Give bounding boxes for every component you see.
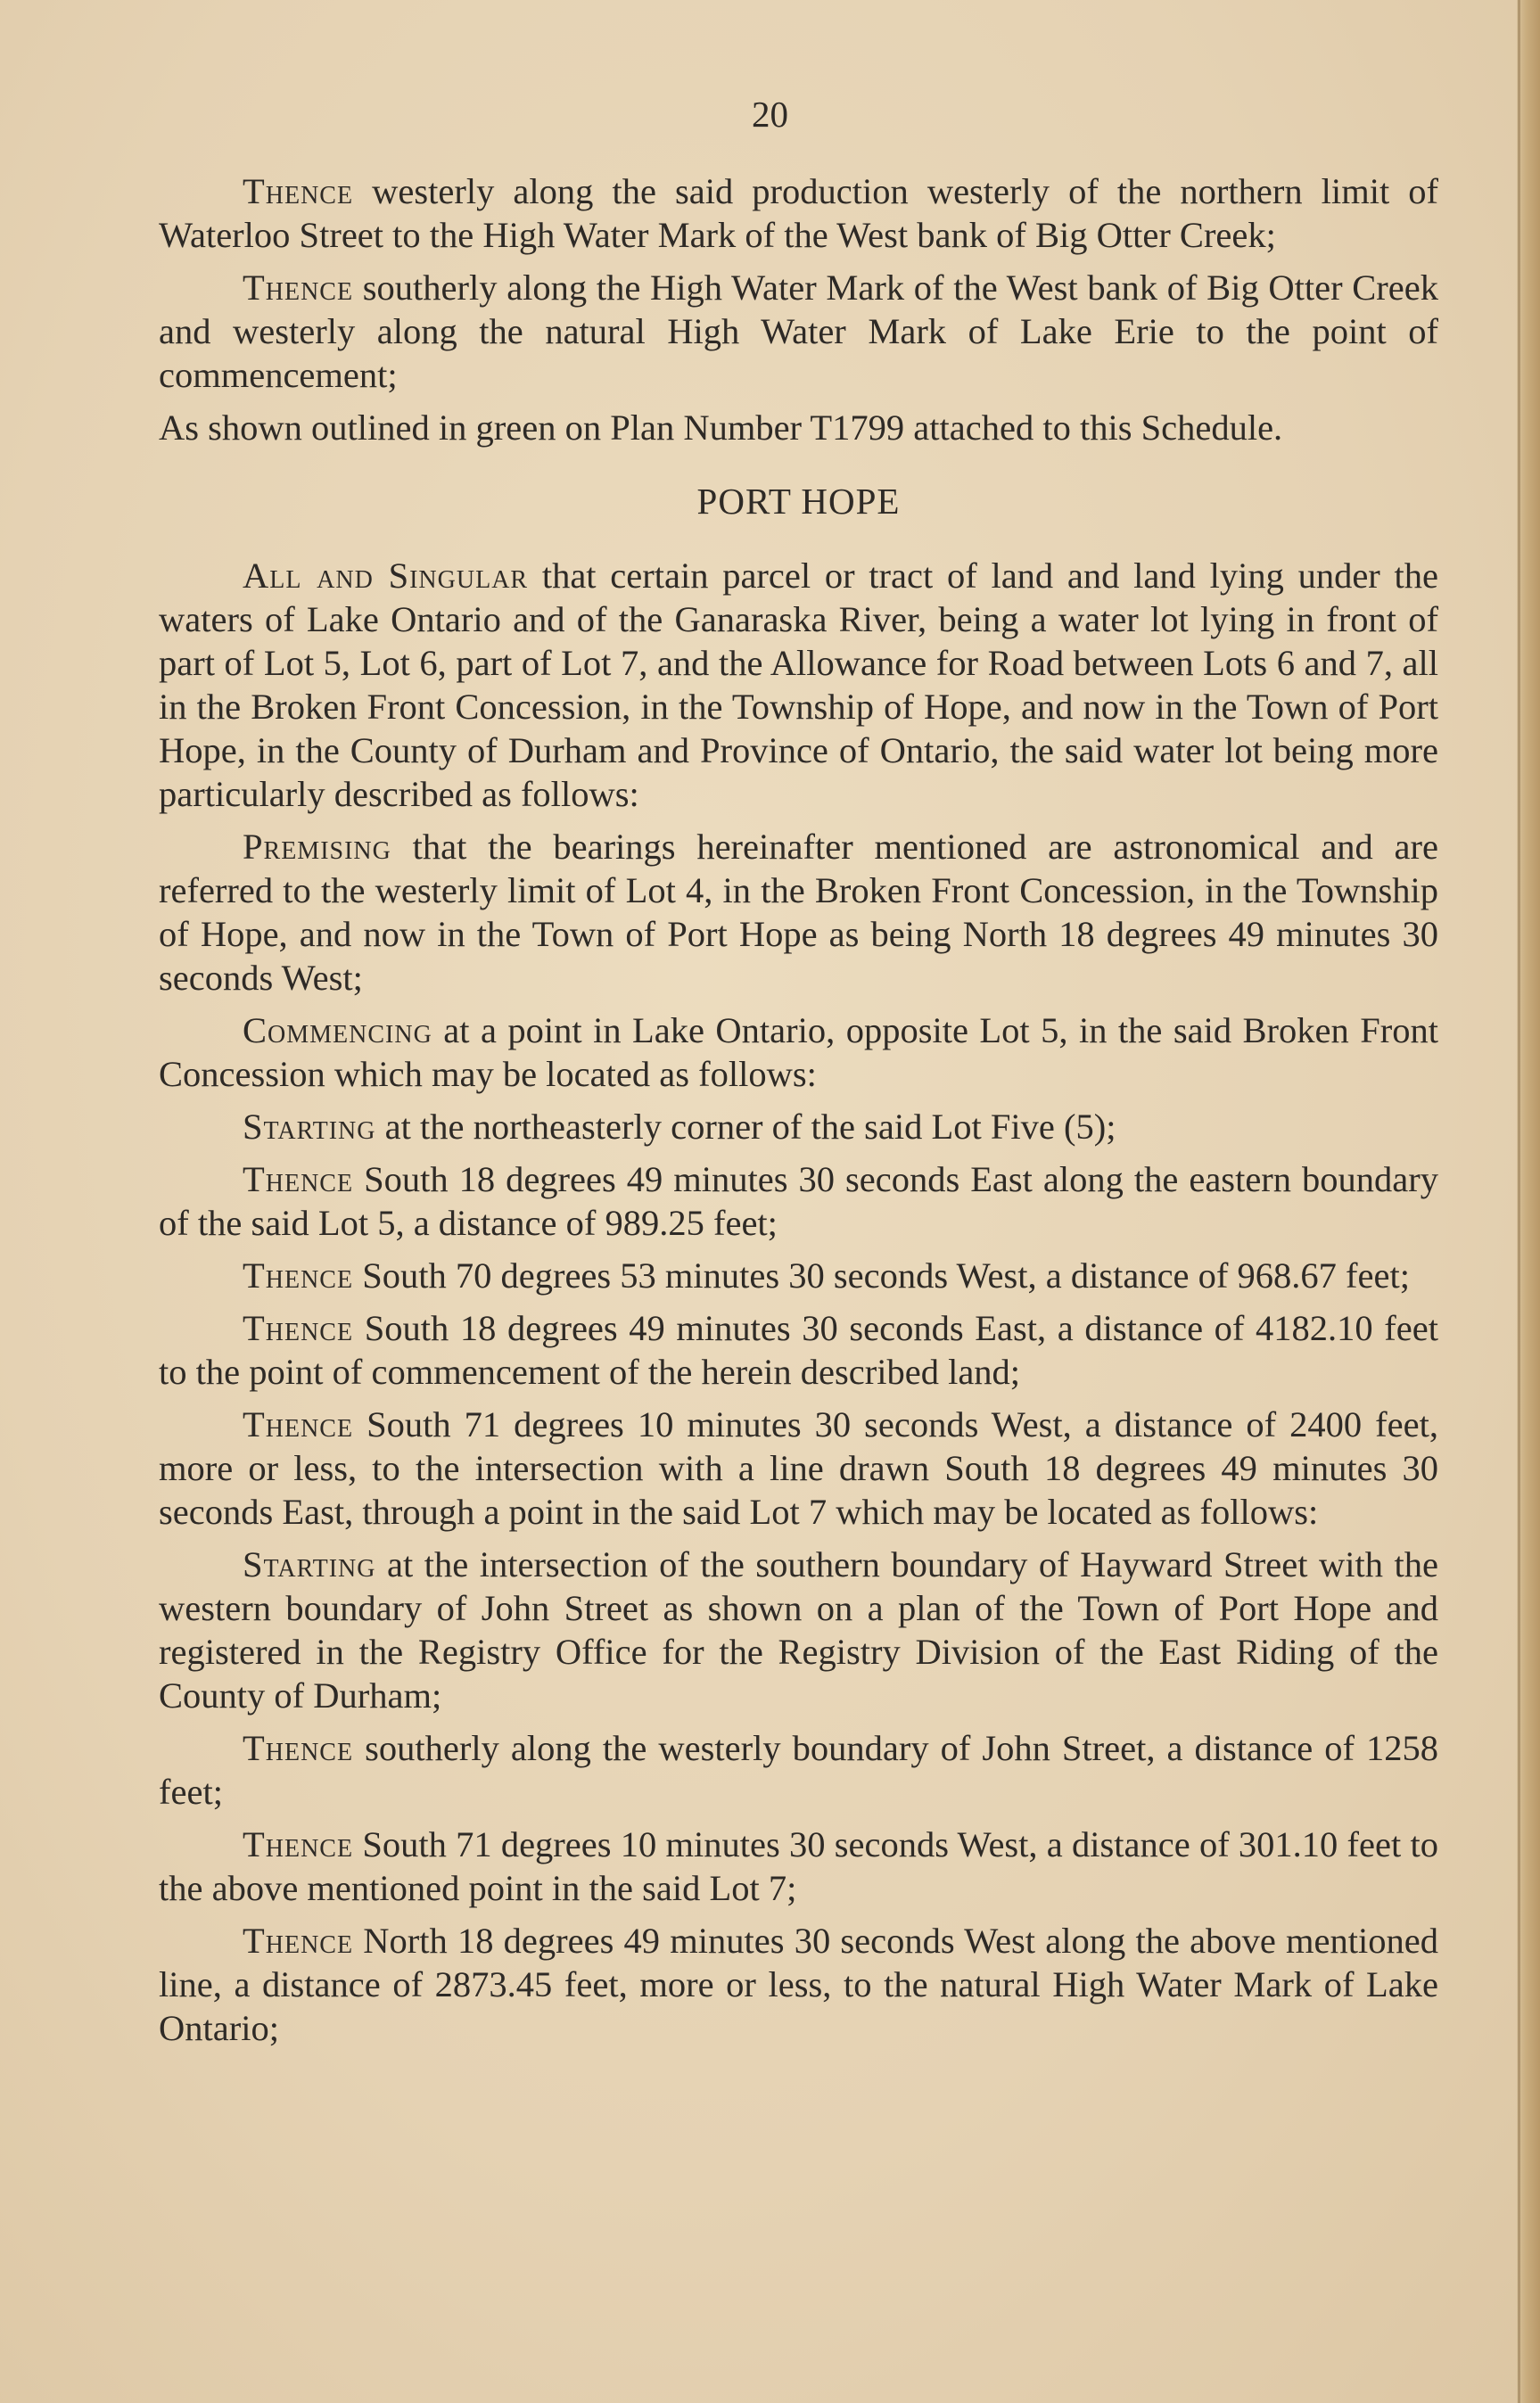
paragraph-lead: Thence [243,171,354,211]
paragraph-text: that the bearings hereinafter mentioned are astronomical and are referred to the westerly limit of Lot 4, in the Broken Front Concession, in the Township of Hope, and now in the Town of Port Hope as being North 18 degrees 49 minutes 30 seconds West; [159,827,1438,998]
paragraph-lead: Thence [243,1404,354,1444]
paragraph [159,1543,1438,1717]
paragraph-lead: Thence [243,1159,354,1199]
paragraph-lead: Thence [243,1824,354,1864]
paragraph-lead: Thence [243,1308,354,1348]
paragraph-text: North 18 degrees 49 minutes 30 seconds West along the above mentioned line, a distance of 2873.45 feet, more or less, to the natural High Water Mark of Lake Ontario; [159,1921,1438,2048]
paragraph [159,1254,1438,1297]
paragraph-lead: Starting [243,1107,376,1147]
paragraph-text: southerly along the westerly boundary of John Street, a distance of 1258 feet; [159,1728,1438,1812]
paragraph-text: South 71 degrees 10 minutes 30 seconds West, a distance of 2400 feet, more or less, to the intersection with a line drawn South 18 degrees 49 minutes 30 seconds East, through a point in the said Lot 7 which may be located as follows: [159,1404,1438,1532]
paragraph-text: South 18 degrees 49 minutes 30 seconds East, a distance of 4182.10 feet to the point of commencement of the herein described land; [159,1308,1438,1392]
paragraph [159,266,1438,397]
paragraph-lead: Thence [243,1728,354,1768]
body-text [159,169,1438,2059]
paragraph-text: southerly along the High Water Mark of the West bank of Big Otter Creek and westerly along the natural High Water Mark of Lake Erie to the point of commencement; [159,267,1438,395]
paragraph-lead: Thence [243,1255,354,1296]
paragraph [159,1157,1438,1245]
section-heading: PORT HOPE [696,481,901,522]
paragraph [159,825,1438,1000]
paragraph [159,1306,1438,1394]
paragraph [159,1105,1438,1148]
paragraph [159,1726,1438,1814]
paragraph-text: westerly along the said production westerly of the northern limit of Waterloo Street to the High Water Mark of the West bank of Big Otter Creek; [159,171,1438,255]
paragraph-lead: Thence [243,1921,354,1961]
paragraph-text: that certain parcel or tract of land and land lying under the waters of Lake Ontario and of the Ganaraska River, being a water lot lying in front of part of Lot 5, Lot 6, part of Lot 7, and the Allowance for Road between Lots 6 and 7, all in the Broken Front Concession, in the Township of Hope, and now in the Town of Port Hope, in the County of Durham and Province of Ontario, the said water lot being more particularly described as follows: [159,555,1438,814]
paragraph-lead: Thence [243,267,354,308]
paragraph [159,1403,1438,1534]
paragraph-lead: All and Singular [243,555,529,596]
paragraph-text: South 18 degrees 49 minutes 30 seconds East along the eastern boundary of the said Lot 5, a distance of 989.25 feet; [159,1159,1438,1243]
page-edge-line [1518,0,1520,2403]
paragraph-text: South 71 degrees 10 minutes 30 seconds West, a distance of 301.10 feet to the above mentioned point in the said Lot 7; [159,1824,1438,1908]
paragraph [159,1008,1438,1096]
paragraph [159,1919,1438,2050]
closing-line: As shown outlined in green on Plan Number T1799 attached to this Schedule. [159,407,1283,448]
paragraph [159,554,1438,816]
paragraph-lead: Commencing [243,1010,432,1050]
paragraph [159,169,1438,257]
paragraph-text: at the northeasterly corner of the said Lot Five (5); [375,1107,1116,1147]
paragraph-text: South 70 degrees 53 minutes 30 seconds West, a distance of 968.67 feet; [353,1255,1410,1296]
paragraph-text: at a point in Lake Ontario, opposite Lot 5, in the said Broken Front Concession which may be located as follows: [159,1010,1438,1094]
page-number: 20 [752,94,788,135]
paragraph-text: at the intersection of the southern boundary of Hayward Street with the western boundary of John Street as shown on a plan of the Town of Port Hope and registered in the Registry Office for the Registry Division of the East Riding of the County of Durham; [159,1544,1438,1716]
paragraph-lead: Premising [243,827,391,867]
paragraph-lead: Starting [243,1544,376,1584]
paragraph [159,1823,1438,1910]
